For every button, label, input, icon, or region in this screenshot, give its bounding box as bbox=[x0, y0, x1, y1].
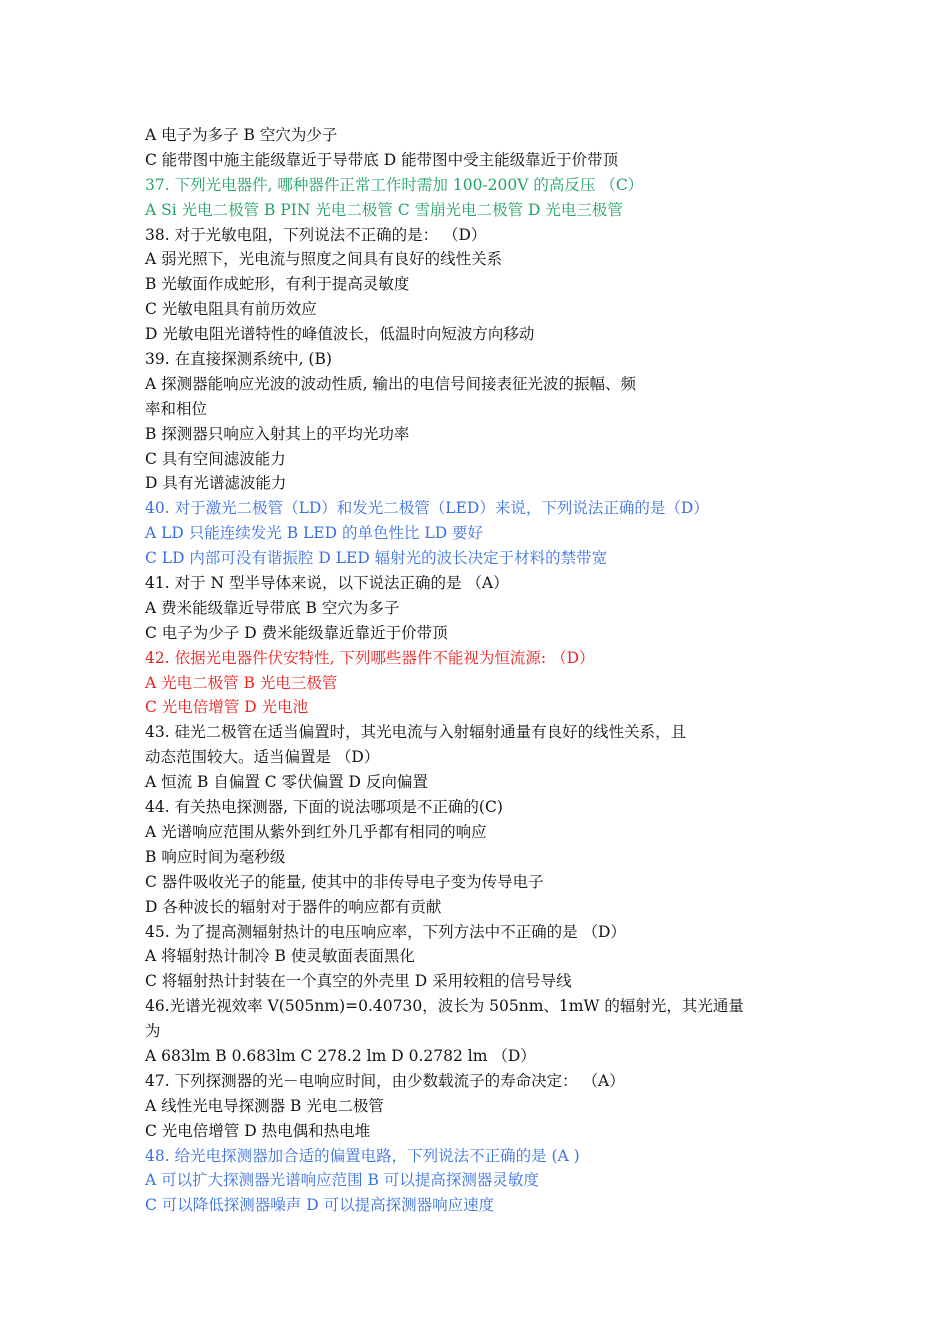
text-line: A 将辐射热计制冷 B 使灵敏面表面黑化 bbox=[145, 947, 415, 966]
text-line: A 弱光照下，光电流与照度之间具有良好的线性关系 bbox=[145, 250, 503, 269]
text-line: A 光谱响应范围从紫外到红外几乎都有相同的响应 bbox=[145, 822, 487, 841]
text-line: A 探测器能响应光波的波动性质, 输出的电信号间接表征光波的振幅、频 bbox=[145, 374, 636, 393]
text-line: D 光敏电阻光谱特性的峰值波长，低温时向短波方向移动 bbox=[145, 325, 535, 344]
text-line: C 能带图中施主能级靠近于导带底 D 能带图中受主能级靠近于价带顶 bbox=[145, 150, 619, 169]
text-line: C 光电倍增管 D 光电池 bbox=[145, 698, 309, 717]
text-line: D 各种波长的辐射对于器件的响应都有贡献 bbox=[145, 897, 442, 916]
text-line: 46.光谱光视效率 V(505nm)=0.40730，波长为 505nm、1mW 的辐射光，其光通量 bbox=[145, 997, 744, 1016]
text-line: C 将辐射热计封装在一个真空的外壳里 D 采用较粗的信号导线 bbox=[145, 972, 572, 991]
text-line: 48. 给光电探测器加合适的偏置电路，下列说法不正确的是 (A ) bbox=[145, 1146, 580, 1165]
text-line: 44. 有关热电探测器, 下面的说法哪项是不正确的(C) bbox=[145, 798, 503, 817]
text-line: B 探测器只响应入射其上的平均光功率 bbox=[145, 424, 410, 443]
text-line: 40. 对于激光二极管（LD）和发光二极管（LED）来说，下列说法正确的是（D） bbox=[145, 499, 709, 518]
text-line: A Si 光电二极管 B PIN 光电二极管 C 雪崩光电二极管 D 光电三极管 bbox=[145, 200, 623, 219]
question-text-block bbox=[145, 123, 765, 1218]
text-line: B 光敏面作成蛇形，有利于提高灵敏度 bbox=[145, 275, 410, 294]
text-line: A 光电二极管 B 光电三极管 bbox=[145, 673, 338, 692]
text-line: B 响应时间为毫秒级 bbox=[145, 847, 286, 866]
text-line: C 光电倍增管 D 热电偶和热电堆 bbox=[145, 1121, 371, 1140]
text-line: 38. 对于光敏电阻，下列说法不正确的是： （D） bbox=[145, 225, 487, 244]
text-line: D 具有光谱滤波能力 bbox=[145, 474, 287, 493]
text-line: C 具有空间滤波能力 bbox=[145, 449, 286, 468]
text-line: A LD 只能连续发光 B LED 的单色性比 LD 要好 bbox=[145, 524, 484, 543]
text-line: 37. 下列光电器件, 哪种器件正常工作时需加 100-200V 的高反压 （C） bbox=[145, 175, 644, 194]
text-line: A 线性光电导探测器 B 光电二极管 bbox=[145, 1096, 384, 1115]
text-line: A 费米能级靠近导带底 B 空穴为多子 bbox=[145, 598, 400, 617]
text-line: A 电子为多子 B 空穴为少子 bbox=[145, 126, 338, 144]
text-line: C 电子为少子 D 费米能级靠近靠近于价带顶 bbox=[145, 623, 448, 642]
text-line: A 可以扩大探测器光谱响应范围 B 可以提高探测器灵敏度 bbox=[145, 1171, 539, 1190]
text-line: C 器件吸收光子的能量, 使其中的非传导电子变为传导电子 bbox=[145, 872, 544, 891]
text-line: 为 bbox=[145, 1022, 161, 1041]
text-line: 43. 硅光二极管在适当偏置时，其光电流与入射辐射通量有良好的线性关系，且 bbox=[145, 723, 687, 742]
text-line: 动态范围较大。适当偏置是 （D） bbox=[145, 748, 380, 767]
text-line: A 恒流 B 自偏置 C 零伏偏置 D 反向偏置 bbox=[145, 773, 428, 792]
text-line: A 683lm B 0.683lm C 278.2 lm D 0.2782 lm （D） bbox=[145, 1046, 536, 1065]
text-line: C 可以降低探测器噪声 D 可以提高探测器响应速度 bbox=[145, 1196, 495, 1215]
text-line: C 光敏电阻具有前历效应 bbox=[145, 300, 317, 319]
text-line: 率和相位 bbox=[145, 399, 208, 418]
text-line: 41. 对于 N 型半导体来说，以下说法正确的是 （A） bbox=[145, 574, 509, 593]
text-line: 45. 为了提高测辐射热计的电压响应率，下列方法中不正确的是 （D） bbox=[145, 922, 626, 941]
text-line: 47. 下列探测器的光－电响应时间，由少数载流子的寿命决定： （A） bbox=[145, 1071, 625, 1090]
text-line: 39. 在直接探测系统中, (B) bbox=[145, 350, 332, 369]
text-line: C LD 内部可没有谐振腔 D LED 辐射光的波长决定于材料的禁带宽 bbox=[145, 549, 608, 568]
text-line: 42. 依据光电器件伏安特性, 下列哪些器件不能视为恒流源: （D） bbox=[145, 648, 595, 667]
